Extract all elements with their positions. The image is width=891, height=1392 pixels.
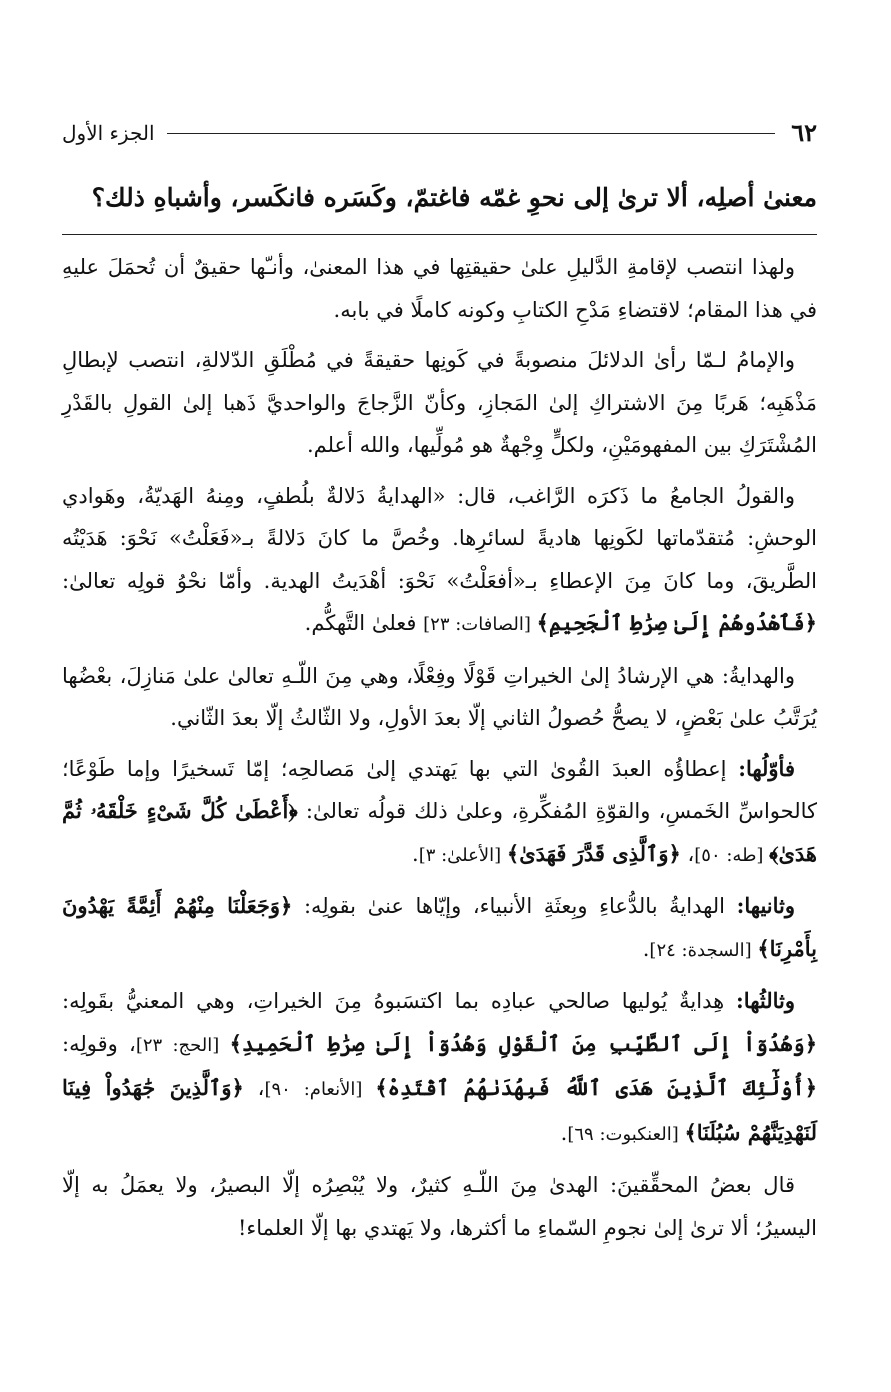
verse-citation: [الحج: ٢٣] bbox=[135, 1034, 230, 1056]
page-number: ٦٢ bbox=[791, 118, 817, 147]
paragraph-text: ولهذا انتصب لإقامةِ الدَّليلِ علىٰ حقيقتِها في هذا المعنىٰ، وأنـّها حقيقٌ أن تُحمَلَ عليهِ في هذا المقام؛ لاقتضاءِ مَدْحِ الكتابِ وكونه كاملًا في بابه. bbox=[62, 255, 817, 322]
paragraph bbox=[62, 885, 817, 972]
running-header bbox=[62, 118, 817, 148]
paragraph bbox=[62, 246, 817, 331]
quran-verse: ﴿أَعْطَىٰ كُلَّ شَىْءٍ خَلْقَهُۥ ثُمَّ هَدَىٰ﴾ bbox=[62, 798, 817, 866]
book-page bbox=[62, 0, 817, 1392]
verse-citation: [العنكبوت: ٦٩] bbox=[567, 1123, 685, 1145]
main-text-line: معنىٰ أصلِه، ألا ترىٰ إلى نحوِ غمّه فاغتمّ، وكَسَره فانكَسر، وأشباهِ ذلك؟ bbox=[91, 183, 817, 212]
commentary-section bbox=[62, 246, 817, 1257]
paragraph-text: ، وقولِه: bbox=[62, 1031, 136, 1056]
paragraph-lead: فأوّلُها: bbox=[738, 755, 795, 781]
quran-verse: ﴿أُوْلَٰٓئِكَ ٱلَّذِينَ هَدَى ٱللَّهُ فَبِهُدَىٰهُمُ ٱقْتَدِهْ﴾ bbox=[375, 1075, 818, 1100]
paragraph-lead: وثالثُها: bbox=[736, 988, 795, 1013]
verse-citation: [طه: ٥٠] bbox=[694, 844, 770, 866]
paragraph-text: فعلىٰ التَّهكُّم. bbox=[304, 611, 424, 635]
quran-verse: ﴿وَجَعَلْنَا مِنْهُمْ أَئِمَّةً يَهْدُونَ بِأَمْرِنَا﴾ bbox=[62, 893, 817, 961]
paragraph bbox=[62, 655, 817, 740]
separator-rule bbox=[62, 234, 817, 235]
quran-verse: ﴿فَٱهْدُوهُمْ إِلَىٰ صِرَٰطِ ٱلْجَحِيمِ﴾ bbox=[536, 610, 817, 635]
paragraph-text: والقولُ الجامعُ ما ذَكرَه الرَّاغب، قال: «الهدايةُ دَلالةٌ بلُطفٍ، ومِنهُ الهَديّةُ، وهَوادي الوحشِ: مُتقدّماتها لكَونِها هاديةً لسائرِها. وخُصَّ ما كانَ دَلالةً بـ«فَعَلْتُ» نَحْوَ: هَدَيْتُه الطَّريقَ، وما كانَ مِنَ الإعطاءِ بـ«أفعَلْتُ» نَحْوَ: أهْدَيتُ الهدية. وأمّا نحْوُ قولِه تعالىٰ: bbox=[62, 483, 817, 593]
paragraph bbox=[62, 1164, 817, 1249]
paragraph bbox=[62, 339, 817, 467]
paragraph-text: إعطاؤُه العبدَ القُوىٰ التي بها يَهتدي إلىٰ مَصالحِه؛ إمّا تَسخيرًا وإما طَوْعًا؛ كالحواسِّ الخَمسِ، والقوّةِ المُفكِّرةِ، وعلىٰ ذلك قولُه تعالىٰ: bbox=[62, 756, 817, 823]
quran-verse: ﴿وَٱلَّذِينَ جَٰهَدُواْ فِينَا لَنَهْدِيَنَّهُمْ سُبُلَنَا﴾ bbox=[62, 1075, 817, 1145]
volume-title: الجزء الأول bbox=[62, 121, 155, 145]
paragraph bbox=[62, 475, 817, 647]
quran-verse: ﴿وَٱلَّذِى قَدَّرَ فَهَدَىٰ﴾ bbox=[506, 840, 681, 866]
header-rule bbox=[167, 133, 776, 134]
paragraph-text: قال بعضُ المحقِّقينَ: الهدىٰ مِنَ اللّـهِ كثيرٌ، ولا يُبْصِرُه إلّا البصيرُ، ولا يعمَلُ به إلّا اليسيرُ؛ ألا ترىٰ إلىٰ نجومِ السّماءِ ما أكثرها، ولا يَهتدي بها إلّا العلماء! bbox=[62, 1173, 817, 1240]
paragraph-text: والهدايةُ: هي الإرشادُ إلىٰ الخيراتِ قَوْلًا وفِعْلًا، وهي مِنَ اللّـهِ تعالىٰ علىٰ مَنازِلَ، بعْضُها يُرَتَّبُ علىٰ بَعْضٍ، لا يصحُّ حُصولُ الثاني إلّا بعدَ الأولِ، ولا الثّالثُ إلّا بعدَ الثّاني. bbox=[62, 663, 817, 730]
paragraph-text: . bbox=[642, 936, 650, 961]
paragraph-text: ، bbox=[243, 1076, 265, 1100]
paragraph-text: ، bbox=[680, 841, 695, 866]
paragraph-lead: وثانيها: bbox=[736, 893, 796, 918]
verse-citation: [الصافات: ٢٣] bbox=[423, 614, 537, 635]
paragraph-text: الهدايةُ بالدُّعاءِ وبِعثَةِ الأنبياء، وإيّاها عنىٰ بقولِه: bbox=[292, 894, 737, 918]
verse-citation: [الأعلىٰ: ٣] bbox=[418, 844, 507, 866]
verse-citation: [السجدة: ٢٤] bbox=[649, 939, 758, 961]
paragraph bbox=[62, 748, 817, 878]
paragraph bbox=[62, 980, 817, 1156]
paragraph-text: هِدايةٌ يُوليها صالحي عبادِه بما اكتسَبوهُ مِنَ الخيراتِ، وهي المعنيُّ بقَولِه: bbox=[62, 989, 737, 1013]
verse-citation: [الأنعام: ٩٠] bbox=[264, 1079, 376, 1100]
paragraph-text: . bbox=[412, 841, 419, 866]
quran-verse: ﴿وَهُدُوٓاْ إِلَى ٱلطَّيِّبِ مِنَ ٱلْقَوْلِ وَهُدُوٓاْ إِلَىٰ صِرَٰطِ ٱلْحَمِيدِ﴾ bbox=[229, 1030, 817, 1056]
paragraph-text: . bbox=[560, 1120, 568, 1145]
paragraph-text: والإمامُ لـمّا رأىٰ الدلائلَ منصوبةً في كَونِها حقيقةً في مُطْلَقِ الدّلالةِ، انتصب لإبطالِ مَذْهَبِه؛ هَربًا مِنَ الاشتراكِ إلىٰ المَجازِ، وكأنّ الزَّجاجَ والواحديَّ ذَهبا إلىٰ القولِ بالقَدْرِ المُشْتَرَكِ بين المفهومَيْنِ، ولكلٍّ وِجْهةٌ هو مُولِّيها، والله أعلم. bbox=[62, 348, 817, 457]
